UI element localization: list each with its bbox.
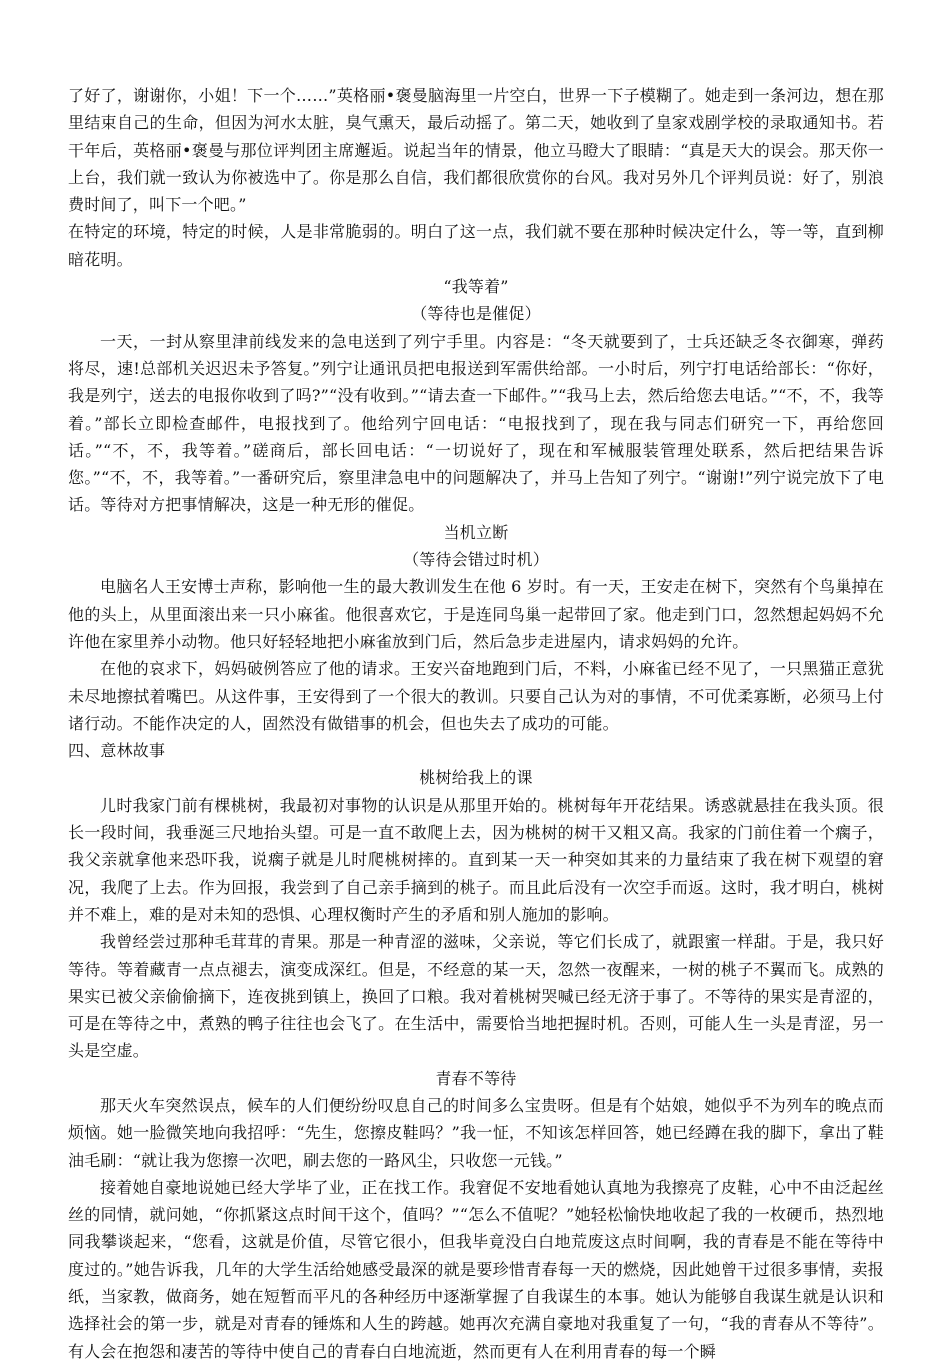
section-heading: 四、意林故事 bbox=[68, 741, 166, 761]
story-decisive-subtitle: （等待会错过时机） bbox=[403, 550, 549, 570]
story-decisive-title: 当机立断 bbox=[443, 522, 509, 542]
intro-conclusion: 在特定的环境，特定的时候，人是非常脆弱的。明白了这一点，我们就不要在那种时候决定什么，等一等，直到柳暗花明。 bbox=[68, 222, 884, 269]
story-youth-paragraph-2: 接着她自豪地说她已经大学毕了业，正在找工作。我窘促不安地看她认真地为我擦亮了皮鞋，心中不由泛起丝丝的同情，就问她，“你抓紧这点时间干这个，值吗？”“怎么不值呢？”她轻松愉快地收起了我的一枚硬币，热烈地同我攀谈起来，“您看，这就是价值，尽管它很小，但我毕竟没白白地荒废这点时间啊，我的青春是不能在等待中度过的。”她告诉我，几年的大学生活给她感受最深的就是要珍惜青春每一天的燃烧，因此她曾干过很多事情，卖报纸，当家教，做商务，她在短暂而平凡的各种经历中逐渐掌握了自我谋生的本事。她认为能够自我谋生就是认识和选择社会的第一步，就是对青春的锤炼和人生的跨越。她再次充满自豪地对我重复了一句，“我的青春从不等待”。有人会在抱怨和凄苦的等待中使自己的青春白白地流逝，然而更有人在利用青春的每一个瞬 bbox=[68, 1177, 884, 1361]
story-peach-title: 桃树给我上的课 bbox=[419, 768, 533, 788]
story-peach-paragraph-1: 儿时我家门前有棵桃树，我最初对事物的认识是从那里开始的。桃树每年开花结果。诱惑就悬挂在我头顶。很长一段时间，我垂涎三尺地抬头望。可是一直不敢爬上去，因为桃树的树干又粗又高。我家的门前住着一个瘸子，我父亲就拿他来恐吓我，说瘸子就是儿时爬桃树摔的。直到某一天一种突如其来的力量结束了我在树下观望的窘况，我爬了上去。作为回报，我尝到了自己亲手摘到的桃子。而且此后没有一次空手而返。这时，我才明白，桃树并不难上，难的是对未知的恐惧、心理权衡时产生的矛盾和别人施加的影响。 bbox=[68, 795, 884, 924]
story-waiting-paragraph: 一天，一封从察里津前线发来的急电送到了列宁手里。内容是：“冬天就要到了，士兵还缺乏冬衣御寒，弹药将尽，速!总部机关迟迟未予答复。”列宁让通讯员把电报送到军需供给部。一小时后，列宁打电话给部长：“你好，我是列宁，送去的电报你收到了吗?”“没有收到。”“请去查一下邮件。”“我马上去，然后给您去电话。”“不，不，我等着。”部长立即检查邮件，电报找到了。他给列宁回电话：“电报找到了，现在我与同志们研究一下，再给您回话。”“不，不，我等着。”磋商后，部长回电话：“一切说好了，现在和军械服装管理处联系，然后把结果告诉您。”“不，不，我等着。”一番研究后，察里津急电中的问题解决了，并马上告知了列宁。“谢谢!”列宁说完放下了电话。等待对方把事情解决，这是一种无形的催促。 bbox=[68, 331, 884, 515]
story-waiting-subtitle: （等待也是催促） bbox=[411, 304, 541, 324]
intro-paragraph: 了好了，谢谢你，小姐！下一个……”英格丽•褒曼脑海里一片空白，世界一下子模糊了。她走到一条河边，想在那里结束自己的生命，但因为河水太脏，臭气熏天，最后动摇了。第二天，她收到了皇家戏剧学校的录取通知书。若干年后，英格丽•褒曼与那位评判团主席邂逅。说起当年的情景，他立马瞪大了眼睛：“真是天大的误会。那天你一上台，我们就一致认为你被选中了。你是那么自信，我们都很欣赏你的台风。我对另外几个评判员说：好了，别浪费时间了，叫下一个吧。” bbox=[68, 86, 884, 215]
document-page bbox=[68, 82, 884, 1365]
story-waiting-title: “我等着” bbox=[443, 277, 509, 297]
story-youth-paragraph-1: 那天火车突然误点，候车的人们便纷纷叹息自己的时间多么宝贵呀。但是有个姑娘，她似乎不为列车的晚点而烦恼。她一脸微笑地向我招呼：“先生，您擦皮鞋吗？”我一怔，不知该怎样回答，她已经蹲在我的脚下，拿出了鞋油毛刷：“就让我为您擦一次吧，刷去您的一路风尘，只收您一元钱。” bbox=[68, 1095, 884, 1170]
story-decisive-paragraph-1: 电脑名人王安博士声称，影响他一生的最大教训发生在他 6 岁时。有一天，王安走在树下，突然有个鸟巢掉在他的头上，从里面滚出来一只小麻雀。他很喜欢它，于是连同鸟巢一起带回了家。他走到门口，忽然想起妈妈不允许他在家里养小动物。他只好轻轻地把小麻雀放到门后，然后急步走进屋内，请求妈妈的允许。 bbox=[68, 577, 884, 651]
story-decisive-paragraph-2: 在他的哀求下，妈妈破例答应了他的请求。王安兴奋地跑到门后，不料，小麻雀已经不见了，一只黑猫正意犹未尽地擦拭着嘴巴。从这件事，王安得到了一个很大的教训。只要自己认为对的事情，不可优柔寡断，必须马上付诸行动。不能作决定的人，固然没有做错事的机会，但也失去了成功的可能。 bbox=[68, 659, 884, 733]
story-peach-paragraph-2: 我曾经尝过那种毛茸茸的青果。那是一种青涩的滋味，父亲说，等它们长成了，就跟蜜一样甜。于是，我只好等待。等着藏青一点点褪去，演变成深红。但是，不经意的某一天，忽然一夜醒来，一树的桃子不翼而飞。成熟的果实已被父亲偷偷摘下，连夜挑到镇上，换回了口粮。我对着桃树哭喊已经无济于事了。不等待的果实是青涩的，可是在等待之中，煮熟的鸭子往往也会飞了。在生活中，需要恰当地把握时机。否则，可能人生一头是青涩，另一头是空虚。 bbox=[68, 932, 884, 1061]
story-youth-title: 青春不等待 bbox=[435, 1068, 517, 1088]
